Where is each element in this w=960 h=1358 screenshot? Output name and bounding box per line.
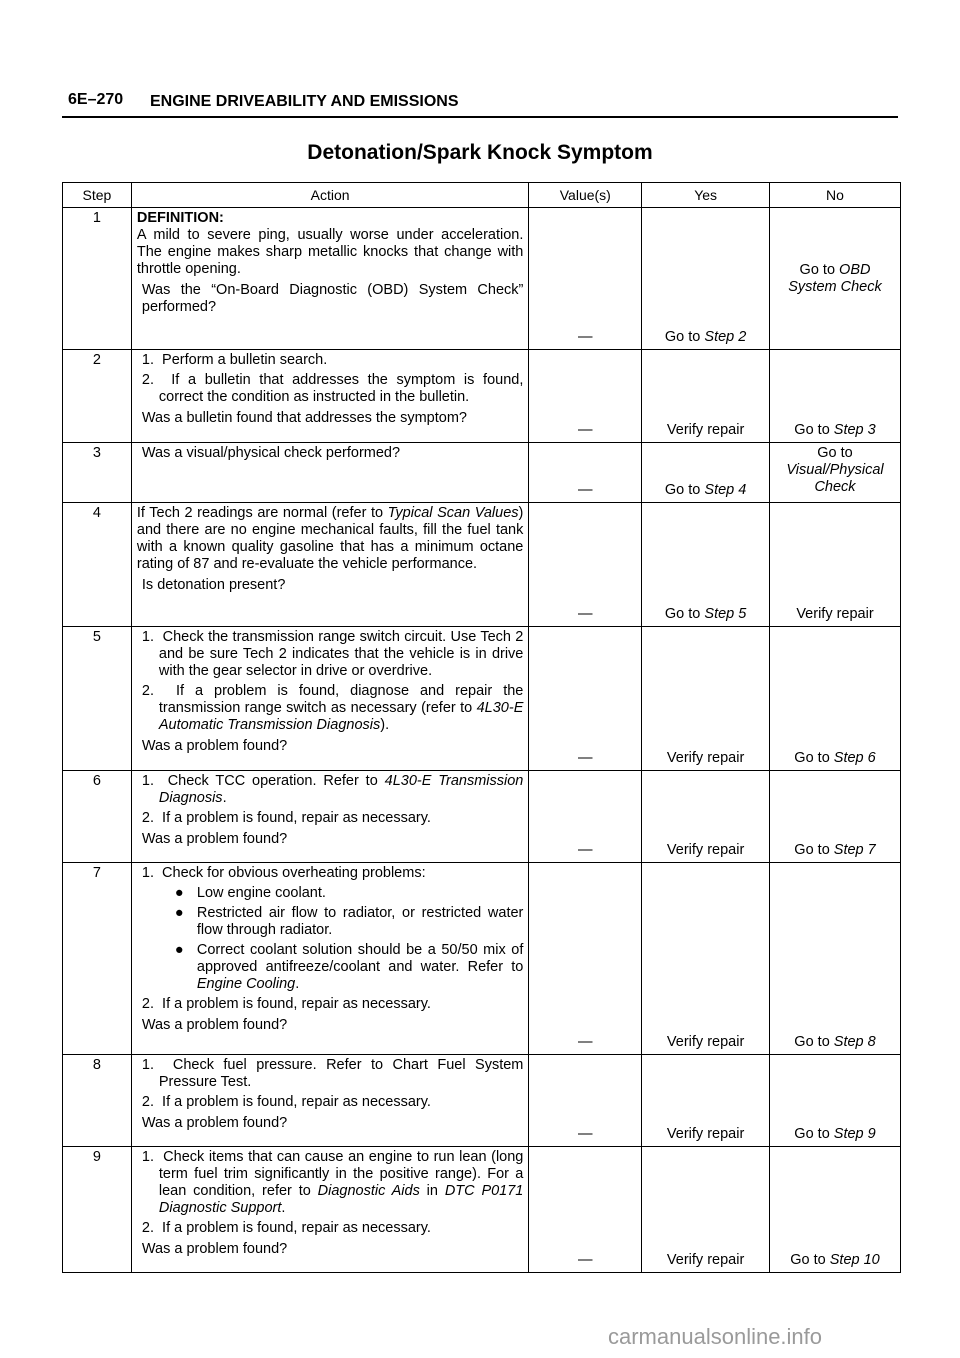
yes-prefix: Go to xyxy=(664,482,705,498)
numbered-item: 2. If a problem is found, repair as necessary. xyxy=(141,810,431,826)
definition-text: A mild to severe ping, usually worse under acceleration. The engine makes sharp metallic knocks that change with throttle opening. xyxy=(136,227,524,277)
yes-outcome: Verify repair xyxy=(642,627,770,771)
yes-outcome xyxy=(642,208,770,350)
column-header-step: Step xyxy=(63,183,132,208)
yes-step-link[interactable]: Step 2 xyxy=(704,329,747,345)
step-value: — xyxy=(529,863,642,1055)
no-step-link[interactable]: Step 9 xyxy=(833,1126,876,1142)
step-number: 4 xyxy=(63,503,132,627)
no-outcome: Verify repair xyxy=(770,503,901,627)
yes-outcome: Verify repair xyxy=(642,1147,770,1273)
definition-label: DEFINITION: xyxy=(136,210,224,226)
no-step-link[interactable]: Step 7 xyxy=(833,842,876,858)
yes-outcome xyxy=(642,443,770,503)
reference-link[interactable]: Diagnostic Aids xyxy=(317,1183,420,1199)
reference-link[interactable]: 4L30-E Transmission Diagnosis xyxy=(158,773,524,806)
no-prefix: Go to xyxy=(817,445,853,461)
no-outcome xyxy=(770,350,901,443)
no-prefix: Go to xyxy=(799,261,840,278)
reference-link[interactable]: 4L30-E Automatic Transmission Diagnosis xyxy=(158,700,524,733)
watermark: carmanualsonline.info xyxy=(608,1324,823,1349)
step-value: — xyxy=(529,443,642,503)
no-outcome xyxy=(770,443,901,503)
page-header xyxy=(62,88,898,118)
bullet-item: ● Correct coolant solution should be a 50/50 mix of approved antifreeze/coolant and water. Refer to Engine Cooling. xyxy=(174,942,524,992)
step-value: — xyxy=(529,1147,642,1273)
step-number: 1 xyxy=(63,208,132,350)
numbered-item: 2. If a problem is found, repair as necessary. xyxy=(141,1220,431,1236)
column-header-no: No xyxy=(770,183,901,208)
step-value: — xyxy=(529,771,642,863)
diagnostic-table xyxy=(62,182,901,1273)
no-prefix: Go to xyxy=(794,1034,834,1050)
table-row xyxy=(63,1147,901,1273)
step-action xyxy=(131,1055,528,1147)
step-question: Was the “On-Board Diagnostic (OBD) System Check” performed? xyxy=(141,282,524,315)
numbered-item: 1. Check items that can cause an engine to run lean (long term fuel trim significantly in the positive range). For a lean condition, refer to Diagnostic Aids in DTC P0171 Diagnostic Support. xyxy=(141,1149,524,1216)
yes-prefix: Go to xyxy=(664,329,705,345)
yes-outcome: Verify repair xyxy=(642,350,770,443)
step-question: Was a problem found? xyxy=(141,1241,288,1257)
step-value: — xyxy=(529,350,642,443)
step-number: 3 xyxy=(63,443,132,503)
bullet-icon: ● xyxy=(174,942,184,958)
no-outcome xyxy=(770,771,901,863)
step-action xyxy=(131,503,528,627)
reference-link[interactable]: DTC P0171 Diagnostic Support xyxy=(158,1183,524,1216)
step-text: If Tech 2 readings are normal (refer to Typical Scan Values) and there are no engine mechanical faults, fill the fuel tank with a known quality gasoline that has a minimum octane rating of 87 and re-evaluate the vehicle performance. xyxy=(136,505,524,572)
step-value: — xyxy=(529,627,642,771)
no-outcome xyxy=(770,1055,901,1147)
column-header-action: Action xyxy=(131,183,528,208)
table-row xyxy=(63,771,901,863)
numbered-item: 2. If a problem is found, repair as necessary. xyxy=(141,996,431,1012)
step-question: Was a problem found? xyxy=(141,738,288,754)
step-number: 9 xyxy=(63,1147,132,1273)
reference-link[interactable]: Typical Scan Values xyxy=(387,505,519,521)
yes-prefix: Go to xyxy=(664,606,705,622)
table-row xyxy=(63,503,901,627)
step-question: Was a bulletin found that addresses the symptom? xyxy=(141,410,467,426)
page-title: Detonation/Spark Knock Symptom xyxy=(307,141,653,164)
table-row xyxy=(63,627,901,771)
yes-outcome xyxy=(642,503,770,627)
step-question: Was a problem found? xyxy=(141,1115,288,1131)
step-action xyxy=(131,1147,528,1273)
no-step-link[interactable]: Step 3 xyxy=(833,422,876,438)
step-value: — xyxy=(529,503,642,627)
step-value: — xyxy=(529,1055,642,1147)
no-prefix: Go to xyxy=(794,1126,834,1142)
bullet-item: ● Restricted air flow to radiator, or restricted water flow through radiator. xyxy=(174,905,524,938)
step-number: 8 xyxy=(63,1055,132,1147)
numbered-item: 2. If a problem is found, diagnose and repair the transmission range switch as necessary (refer to 4L30-E Automatic Transmission Diagnosis). xyxy=(141,683,524,733)
table-row xyxy=(63,208,901,350)
step-number: 5 xyxy=(63,627,132,771)
no-outcome xyxy=(770,208,901,350)
step-action xyxy=(131,350,528,443)
yes-step-link[interactable]: Step 4 xyxy=(704,482,747,498)
no-step-link[interactable]: Visual/Physical Check xyxy=(786,462,884,495)
step-action xyxy=(131,208,528,350)
yes-outcome: Verify repair xyxy=(642,1055,770,1147)
step-number: 2 xyxy=(63,350,132,443)
yes-outcome: Verify repair xyxy=(642,863,770,1055)
table-row xyxy=(63,863,901,1055)
yes-outcome: Verify repair xyxy=(642,771,770,863)
table-row xyxy=(63,350,901,443)
no-step-link[interactable]: OBD System Check xyxy=(788,261,882,295)
bullet-icon: ● xyxy=(174,905,184,921)
step-action xyxy=(131,863,528,1055)
numbered-item: 1. Check the transmission range switch circuit. Use Tech 2 and be sure Tech 2 indicates that the vehicle is in drive with the gear selector in drive or overdrive. xyxy=(141,629,524,679)
numbered-item: 1. Check TCC operation. Refer to 4L30-E Transmission Diagnosis. xyxy=(141,773,524,806)
no-outcome xyxy=(770,863,901,1055)
step-question: Is detonation present? xyxy=(141,577,286,593)
reference-link[interactable]: Engine Cooling xyxy=(196,976,296,992)
table-row xyxy=(63,1055,901,1147)
numbered-item: 1. Perform a bulletin search. xyxy=(141,352,328,368)
numbered-item: 1. Check for obvious overheating problems: xyxy=(141,865,426,881)
section-title: ENGINE DRIVEABILITY AND EMISSIONS xyxy=(150,93,459,110)
no-prefix: Go to xyxy=(794,422,834,438)
no-prefix: Go to xyxy=(790,1252,830,1268)
no-prefix: Go to xyxy=(794,750,834,766)
column-header-values: Value(s) xyxy=(529,183,642,208)
numbered-item: 2. If a problem is found, repair as necessary. xyxy=(141,1094,431,1110)
numbered-item: 1. Check fuel pressure. Refer to Chart Fuel System Pressure Test. xyxy=(141,1057,524,1090)
no-step-link[interactable]: Step 8 xyxy=(833,1034,876,1050)
no-prefix: Go to xyxy=(794,842,834,858)
bullet-item: ● Low engine coolant. xyxy=(174,885,326,901)
column-header-yes: Yes xyxy=(642,183,770,208)
step-value: — xyxy=(529,208,642,350)
step-action xyxy=(131,443,528,503)
numbered-item: 2. If a bulletin that addresses the symptom is found, correct the condition as instructed in the bulletin. xyxy=(141,372,524,405)
no-outcome xyxy=(770,1147,901,1273)
step-question: Was a visual/physical check performed? xyxy=(141,445,401,461)
page-number: 6E–270 xyxy=(68,91,124,108)
step-number: 7 xyxy=(63,863,132,1055)
no-step-link[interactable]: Step 6 xyxy=(833,750,876,766)
step-question: Was a problem found? xyxy=(141,1017,288,1033)
step-number: 6 xyxy=(63,771,132,863)
yes-step-link[interactable]: Step 5 xyxy=(704,606,747,622)
step-action xyxy=(131,771,528,863)
table-header-row xyxy=(63,183,901,208)
step-question: Was a problem found? xyxy=(141,831,288,847)
bullet-icon: ● xyxy=(174,885,184,901)
no-outcome xyxy=(770,627,901,771)
table-row xyxy=(63,443,901,503)
no-step-link[interactable]: Step 10 xyxy=(829,1252,880,1268)
step-action xyxy=(131,627,528,771)
